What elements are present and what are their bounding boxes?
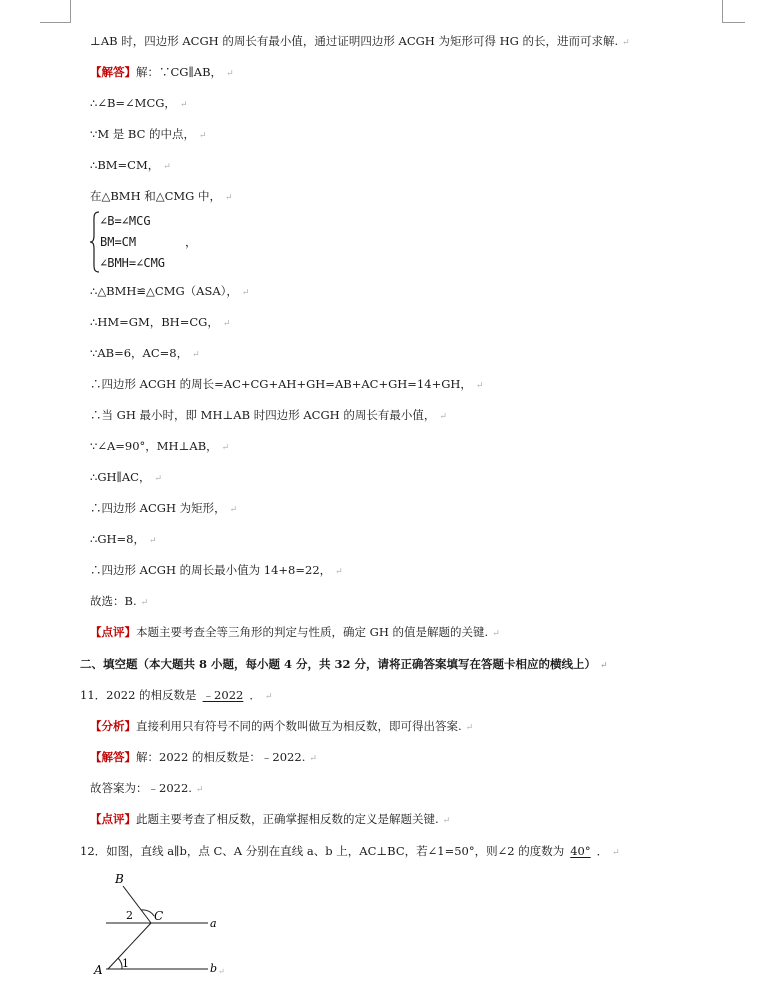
step-text: ∴∠B=∠MCG， (90, 96, 176, 110)
answer-text: 解：2022 的相反数是：﹣2022. (136, 750, 306, 764)
step-text: 在△BMH 和△CMG 中， (90, 189, 222, 203)
paragraph-mark: ↵ (439, 412, 447, 422)
step-line (90, 376, 483, 394)
paragraph-mark: ↵ (140, 598, 149, 608)
answer-line (90, 749, 317, 767)
label-a-point: A (94, 963, 103, 977)
review-tag: 【点评】 (90, 812, 136, 826)
section-heading-text: 二、填空题（本大题共 8 小题，每小题 4 分，共 32 分，请将正确答案填写在答题卡相应的横线上） (80, 657, 597, 671)
label-c-point: C (154, 909, 164, 923)
step-line (90, 314, 230, 332)
solution-line-top (90, 33, 630, 51)
question-12 (80, 843, 620, 861)
step-line (90, 407, 447, 425)
answer-head: 解：∵CG∥AB， (136, 65, 223, 79)
paragraph-mark: ↵ (335, 567, 343, 577)
question-11 (80, 687, 272, 705)
section-heading (80, 656, 608, 674)
step-text: ∴当 GH 最小时，即 MH⊥AB 时四边形 ACGH 的周长有最小值， (90, 408, 436, 422)
paragraph-mark: ↵ (492, 629, 500, 639)
question-end: ． (596, 844, 609, 858)
step-text: ∴四边形 ACGH 的周长=AC+CG+AH+GH=AB+AC+GH=14+GH， (90, 377, 472, 391)
review-line (90, 811, 450, 829)
paragraph-mark: ↵ (195, 785, 204, 795)
step-text: ∴四边形 ACGH 为矩形， (90, 501, 226, 515)
review-line (90, 624, 500, 642)
paragraph-mark: ↵ (179, 100, 188, 110)
paragraph-mark: ↵ (264, 692, 273, 702)
paragraph-mark: ↵ (442, 816, 451, 826)
step-text: ∴△BMH≌△CMG（ASA）， (90, 284, 238, 298)
step-text: ∵∠A=90°，MH⊥AB， (90, 439, 218, 453)
step-text: ∵M 是 BC 的中点， (90, 127, 196, 141)
step-text: ∴GH=8， (90, 532, 145, 546)
step-line (90, 188, 233, 206)
paragraph-mark: ↵ (465, 723, 474, 733)
answer-tag: 【解答】 (90, 750, 136, 764)
paragraph-mark: ↵ (163, 162, 171, 172)
analysis-text: 直接利用只有符号不同的两个数叫做互为相反数，即可得出答案. (136, 719, 462, 733)
step-line (90, 469, 162, 487)
step-line (90, 283, 249, 301)
result-text: 故答案为：﹣2022. (90, 781, 192, 795)
step-line (90, 593, 148, 611)
paragraph-mark: ↵ (622, 38, 630, 48)
paragraph-mark: ↵ (225, 193, 233, 203)
step-text: ∴HM=GM，BH=CG， (90, 315, 219, 329)
paragraph-mark: ↵ (218, 967, 225, 976)
question-end: ． (249, 688, 261, 702)
label-angle-2: 2 (126, 909, 133, 922)
review-tag: 【点评】 (90, 625, 136, 639)
review-text: 本题主要考查全等三角形的判定与性质，确定 GH 的值是解题的关键. (136, 625, 489, 639)
question-text: 11．2022 的相反数是 (80, 688, 197, 702)
paragraph-mark: ↵ (154, 474, 162, 484)
analysis-line (90, 718, 473, 736)
parallel-lines-diagram (88, 868, 238, 986)
system-row: BM=CM (100, 235, 137, 249)
paragraph-mark: ↵ (192, 350, 200, 360)
question-text: 12．如图，直线 a∥b，点 C、A 分别在直线 a、b 上，AC⊥BC，若∠1=50°，则∠2 的度数为 (80, 844, 565, 858)
solution-text: ⊥AB 时，四边形 ACGH 的周长有最小值，通过证明四边形 ACGH 为矩形可得 HG 的长，进而可求解. (90, 34, 619, 48)
step-line (90, 95, 187, 113)
geometry-figure (88, 868, 238, 986)
left-brace-icon (90, 211, 100, 273)
paragraph-mark: ↵ (222, 319, 231, 329)
step-text: ∴BM=CM， (90, 158, 160, 172)
label-line-a: a (210, 917, 217, 930)
paragraph-mark: ↵ (221, 443, 230, 453)
step-line (90, 562, 343, 580)
step-text: ∵AB=6，AC=8， (90, 346, 189, 360)
step-line (90, 531, 157, 549)
analysis-tag: 【分析】 (90, 719, 136, 733)
paragraph-mark: ↵ (309, 754, 317, 764)
paragraph-mark: ↵ (148, 536, 157, 546)
label-b-point: B (115, 872, 124, 886)
step-line (90, 345, 200, 363)
paragraph-mark: ↵ (600, 661, 608, 671)
step-line (90, 157, 171, 175)
paragraph-mark: ↵ (612, 848, 620, 858)
result-line (90, 780, 203, 798)
step-text: ∴四边形 ACGH 的周长最小值为 14+8=22， (90, 563, 332, 577)
system-row: ∠B=∠MCG (100, 214, 151, 228)
step-line (90, 500, 237, 518)
equation-system (90, 211, 230, 271)
step-text: ∴GH∥AC， (90, 470, 151, 484)
system-punct: ， (185, 235, 198, 249)
system-row: ∠BMH=∠CMG (100, 256, 166, 270)
answer-tag: 【解答】 (90, 65, 136, 79)
review-text: 此题主要考查了相反数，正确掌握相反数的定义是解题关键. (136, 812, 439, 826)
crop-mark-top-left (40, 0, 71, 23)
paragraph-mark: ↵ (229, 505, 238, 515)
paragraph-mark: ↵ (475, 381, 484, 391)
answer-blank: 40° (570, 844, 591, 858)
crop-mark-top-right (722, 0, 745, 23)
step-line (90, 126, 207, 144)
step-line (90, 438, 229, 456)
segment-ca (108, 923, 151, 969)
step-text: 故选：B. (90, 594, 137, 608)
paragraph-mark: ↵ (199, 131, 207, 141)
label-angle-1: 1 (122, 957, 129, 970)
answer-line (90, 64, 234, 82)
paragraph-mark: ↵ (226, 69, 234, 79)
label-line-b: b (210, 962, 218, 975)
paragraph-mark: ↵ (241, 288, 250, 298)
answer-blank: ﹣2022 (202, 688, 244, 702)
